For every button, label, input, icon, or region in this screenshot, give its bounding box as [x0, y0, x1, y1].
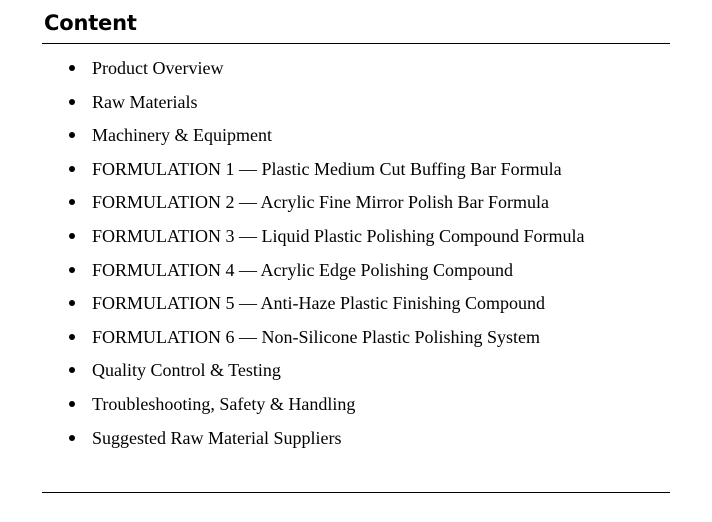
- bullet-icon: [69, 267, 75, 273]
- list-item-label: FORMULATION 5 — Anti-Haze Plastic Finishing Compound: [92, 293, 545, 314]
- bullet-icon: [69, 199, 75, 205]
- list-item-label: Raw Materials: [92, 91, 198, 112]
- list-item-label: FORMULATION 4 — Acrylic Edge Polishing Compound: [92, 259, 513, 280]
- bullet-icon: [69, 233, 75, 239]
- bullet-icon: [69, 334, 75, 340]
- bottom-divider: [42, 492, 670, 493]
- list-item-label: FORMULATION 2 — Acrylic Fine Mirror Polish Bar Formula: [92, 192, 549, 213]
- page-title: Content: [44, 11, 137, 35]
- list-item-label: Product Overview: [92, 58, 224, 78]
- list-item-label: FORMULATION 6 — Non-Silicone Plastic Polishing System: [92, 326, 541, 347]
- list-item-label: Machinery & Equipment: [92, 125, 272, 146]
- bullet-icon: [69, 132, 75, 138]
- bullet-icon: [69, 300, 75, 306]
- list-item-label: Troubleshooting, Safety & Handling: [92, 393, 356, 414]
- bullet-icon: [69, 401, 75, 407]
- bullet-icon: [69, 65, 75, 71]
- list-item-label: Suggested Raw Material Suppliers: [92, 427, 342, 448]
- bullet-icon: [69, 367, 75, 373]
- list-item-label: FORMULATION 1 — Plastic Medium Cut Buffing Bar Formula: [92, 158, 562, 179]
- top-divider: [42, 43, 670, 44]
- bullet-icon: [69, 435, 75, 441]
- list-item-label: FORMULATION 3 — Liquid Plastic Polishing Compound Formula: [92, 225, 585, 246]
- bullet-icon: [69, 99, 75, 105]
- bullet-icon: [69, 166, 75, 172]
- list-item-label: Quality Control & Testing: [92, 360, 281, 381]
